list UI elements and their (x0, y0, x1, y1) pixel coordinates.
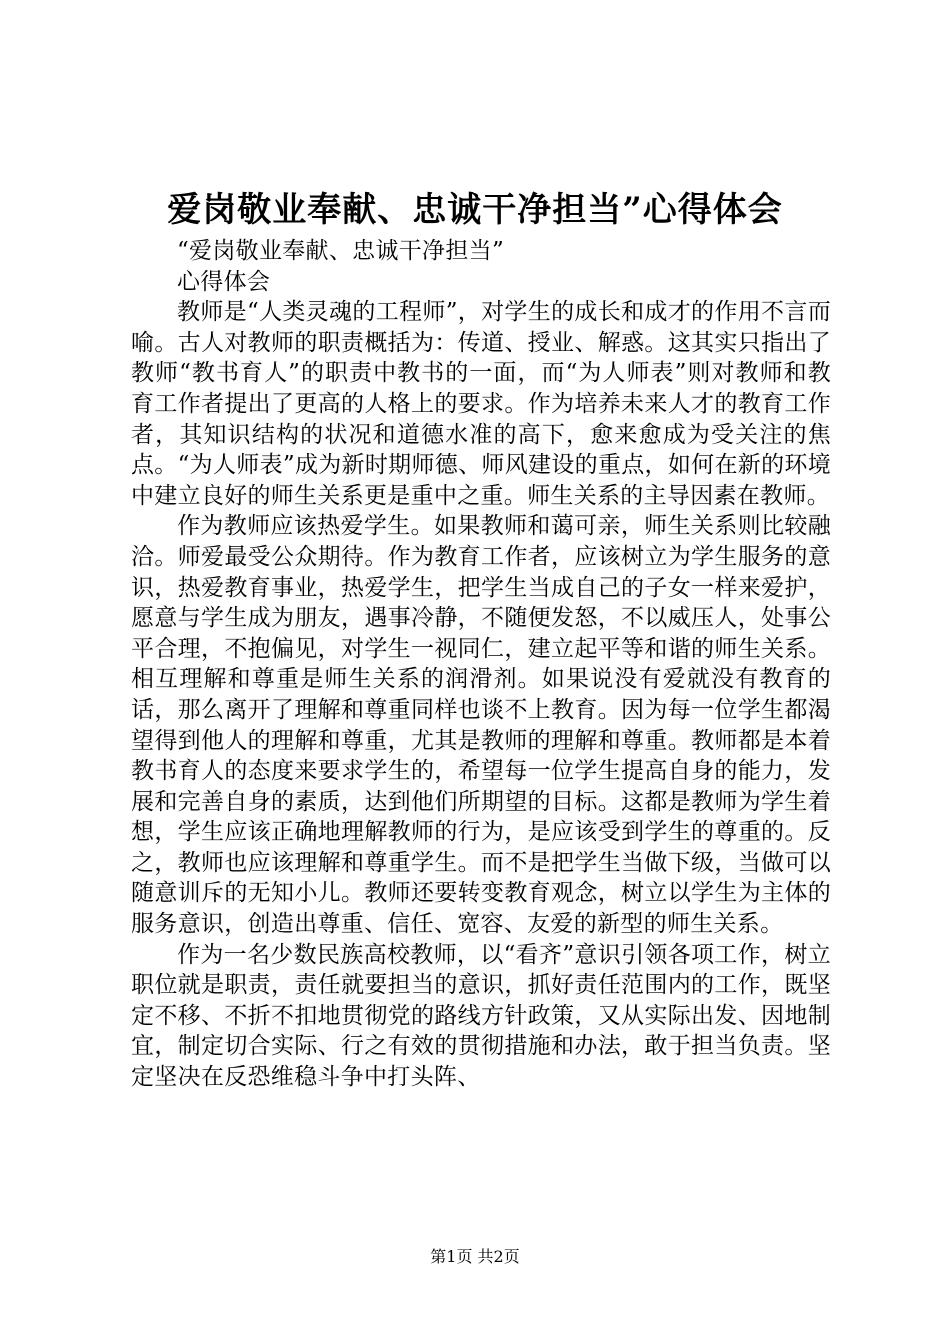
page-number-footer: 第1页 共2页 (430, 1247, 520, 1266)
subtitle-line-2: 心得体会 (177, 268, 271, 295)
document-title: 爱岗敬业奉献、忠诚干净担当”心得体会 (167, 190, 783, 230)
paragraph-1: 教师是“人类灵魂的工程师”，对学生的成长和成才的作用不言而喻。古人对教师的职责概括为：传道、授业、解惑。这其实只指出了教师“教书育人”的职责中教书的一面，而“为人师表”则对教师和教育工作者提出了更高的人格上的要求。作为培养未来人才的教育工作者，其知识结构的状况和道德水准的高下，愈来愈成为受关注的焦点。“为人师表”成为新时期师德、师风建设的重点，如何在新的环境中建立良好的师生关系更是重中之重。师生关系的主导因素在教师。 (131, 299, 831, 509)
paragraph-2: 作为教师应该热爱学生。如果教师和蔼可亲，师生关系则比较融洽。师爱最受公众期待。作为教育工作者，应该树立为学生服务的意识，热爱教育事业，热爱学生，把学生当成自己的子女一样来爱护，愿意与学生成为朋友，遇事冷静，不随便发怒，不以威压人，处事公平合理，不抱偏见，对学生一视同仁，建立起平等和谐的师生关系。相互理解和尊重是师生关系的润滑剂。如果说没有爱就没有教育的话，那么离开了理解和尊重同样也谈不上教育。因为每一位学生都渴望得到他人的理解和尊重，尤其是教师的理解和尊重。教师都是本着教书育人的态度来要求学生的，希望每一位学生提高自身的能力，发展和完善自身的素质，达到他们所期望的目标。这都是教师为学生着想，学生应该正确地理解教师的行为，是应该受到学生的尊重的。反之，教师也应该理解和尊重学生。而不是把学生当做下级，当做可以随意训斥的无知小儿。教师还要转变教育观念，树立以学生为主体的服务意识，创造出尊重、信任、宽容、友爱的新型的师生关系。 (131, 513, 831, 938)
subtitle-line-1: “爱岗敬业奉献、忠诚干净担当” (177, 238, 505, 264)
document-body (131, 236, 831, 1093)
paragraph-3: 作为一名少数民族高校教师，以“看齐”意识引领各项工作，树立职位就是职责，责任就要担当的意识，抓好责任范围内的工作，既坚定不移、不折不扣地贯彻党的路线方针政策，又从实际出发、因地制宜，制定切合实际、行之有效的贯彻措施和办法，敢于担当负责。坚定坚决在反恐维稳斗争中打头阵、 (131, 941, 831, 1091)
